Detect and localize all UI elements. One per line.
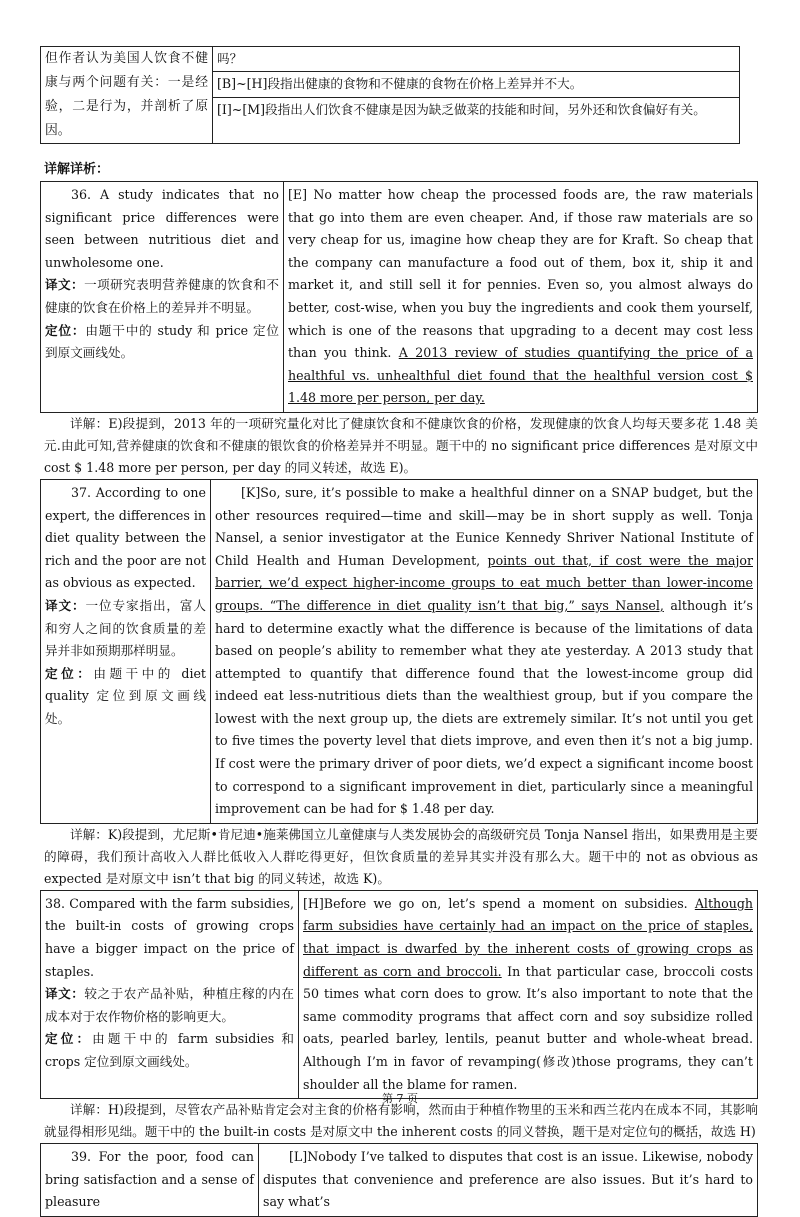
- q37-passage-a: [K]So, sure, it’s possible to make a healthful dinner on a SNAP budget, but the other resources required—time and skill—may be in short supply as well. Tonja Nansel, a senior investigator at the Eunice Kennedy Shriver National Institute of Child Health and Human Development,: [215, 484, 753, 568]
- document-page: [40, 46, 762, 1217]
- q38-loc-text: 由题干中的 farm subsidies 和 crops 定位到原文画线处。: [45, 1031, 294, 1069]
- q37-trans-text: 一位专家指出，富人和穷人之间的饮食质量的差异并非如预期那样明显。: [45, 597, 207, 659]
- q38-table: [40, 890, 758, 1099]
- q37-translation: [45, 595, 206, 663]
- q38-trans-label: 译文：: [45, 986, 85, 1002]
- q37-explanation: 详解：K)段提到，尤尼斯•肯尼迪•施莱佛国立儿童健康与人类发展协会的高级研究员 Tonja Nansel 指出，如果费用是主要的障碍，我们预计高收入人群比低收入人群吃得更好，但饮食质量的差异其实并没有那么大。题干中的 not as obvious as expected 是对原文中 isn’t that big 的同义转述，故选 K)。: [44, 826, 758, 886]
- summary-left-cell: 但作者认为美国人饮食不健康与两个问题有关：一是经验，二是行为，并剖析了原因。: [41, 47, 213, 144]
- q36-locate: [45, 320, 279, 365]
- q36-passage-text: [E] No matter how cheap the processed foods are, the raw materials that go into them are even cheaper. And, if those raw materials are so very cheap for us, imagine how cheap they are for Kraft. So cheap that the company can manufacture a food out of them, box it, ship it and market it, and still sell it for pennies. Even so, you almost always do better, cost-wise, when you buy the ingredients and cook them yourself, which is one of the reasons that upgrading to a decent may cost less than you think.: [288, 187, 753, 361]
- q39-passage: [259, 1144, 758, 1217]
- q37-passage-underlined: points out that, if cost were the major barrier, we’d expect higher-income groups to eat much better than lower-income groups. “The difference in diet quality isn’t that big,” says Nansel,: [215, 552, 753, 613]
- q36-passage: [284, 182, 758, 413]
- q37-locate: [45, 663, 206, 731]
- q37-left: [41, 479, 211, 823]
- q36-trans-text: 一项研究表明营养健康的饮食和不健康的饮食在价格上的差异并不明显。: [45, 277, 280, 315]
- section-heading: 详解详析：: [44, 162, 110, 177]
- q38-loc-label: 定位：: [45, 1031, 93, 1047]
- summary-table: [40, 46, 740, 144]
- q37-passage-b: although it’s hard to determine exactly what the difference is because of the limitations of data based on people’s ability to remember what they ate yesterday. A 2013 study that attempted to quantify that difference found that the lowest-income group did indeed eat less-nutritious diets than the wealthiest group, but if you compare the lowest with the next group up, the diets are extremely similar. It’s not until you get to five times the poverty level that diets improve, and even then it’s not a big jump. If cost were the primary driver of poor diets, we’d expect a significant income boost to correspond to a significant improvement in diet, particularly since a meaningful improvement can be had for $ 1.48 per day.: [215, 597, 753, 817]
- q39-table: [40, 1143, 758, 1217]
- q37-passage: [211, 479, 758, 823]
- q38-locate: [45, 1028, 294, 1073]
- summary-row-2: [B]~[H]段指出健康的食物和不健康的食物在价格上差异并不大。: [213, 72, 740, 97]
- q38-explanation: 详解：H)段提到，尽管农产品补贴肯定会对主食的价格有影响，然而由于种植作物里的玉米和西兰花内在成本不同，其影响就显得相形见绌。题干中的 the built-in costs 是对原文中 the inherent costs 的同义替换，题干是对定位句的概括，故选 H): [44, 1102, 758, 1140]
- q39-left: [41, 1144, 259, 1217]
- q37-table: [40, 479, 758, 824]
- q38-left: [41, 890, 299, 1098]
- q39-question: 39. For the poor, food can bring satisfaction and a sense of pleasure: [45, 1149, 254, 1210]
- q36-loc-label: 定位：: [45, 322, 86, 338]
- q38-trans-text: 较之于农产品补贴，种植庄稼的内在成本对于农作物价格的影响更大。: [45, 986, 295, 1024]
- q38-passage-b: In that particular case, broccoli costs 50 times what corn does to grow. It’s also important to note that the same commodity programs that affect corn and soy subsidize rolled oats, pearled barley, lentils, peanut butter and whole-wheat bread. Although I’m in favor of revamping(修改)those programs, they can’t shoulder all the blame for ramen.: [303, 963, 753, 1092]
- summary-row-1: 吗？: [213, 47, 740, 72]
- page-number: 第 7 页: [382, 1092, 418, 1105]
- q38-passage-underlined: Although farm subsidies have certainly had an impact on the price of staples, that impact is dwarfed by the inherent costs of growing crops as different as corn and broccoli.: [303, 895, 753, 979]
- summary-row-3: [I]~[M]段指出人们饮食不健康是因为缺乏做菜的技能和时间，另外还和饮食偏好有关。: [213, 97, 740, 144]
- q36-trans-label: 译文：: [45, 277, 85, 293]
- q36-table: [40, 181, 758, 413]
- q38-translation: [45, 983, 294, 1028]
- q36-left: [41, 182, 284, 413]
- q38-question: 38. Compared with the farm subsidies, the built-in costs of growing crops have a bigger impact on the price of staples.: [45, 895, 294, 979]
- q38-passage-a: [H]Before we go on, let’s spend a moment on subsidies.: [303, 895, 695, 911]
- q37-loc-label: 定位：: [45, 665, 94, 681]
- q36-loc-text: 由题干中的 study 和 price 定位到原文画线处。: [45, 322, 279, 361]
- q36-question: 36. A study indicates that no significant price differences were seen between nutritious diet and unwholesome one.: [45, 187, 279, 270]
- q39-passage-text: [L]Nobody I’ve talked to disputes that cost is an issue. Likewise, nobody disputes that convenience and preference are also issues. But it’s hard to say what’s: [263, 1149, 753, 1210]
- q37-question: 37. According to one expert, the differences in diet quality between the rich and the poor are not as obvious as expected.: [45, 484, 206, 591]
- q37-trans-label: 译文：: [45, 597, 86, 613]
- q38-passage: [299, 890, 758, 1098]
- q37-loc-text: 由题干中的 diet quality 定位到原文画线处。: [45, 665, 206, 726]
- q36-passage-underlined: A 2013 review of studies quantifying the price of a healthful vs. unhealthful diet found that the healthful version cost $ 1.48 more per person, per day.: [288, 345, 753, 406]
- q36-explanation: 详解：E)段提到，2013 年的一项研究量化对比了健康饮食和不健康饮食的价格，发现健康的饮食人均每天要多花 1.48 美元.由此可知,营养健康的饮食和不健康的银饮食的价格差异并不明显。题干中的 no significant price differences 是对原文中 cost $ 1.48 more per person, per day 的同义转述，故选 E)。: [44, 415, 758, 475]
- q36-translation: [45, 274, 279, 319]
